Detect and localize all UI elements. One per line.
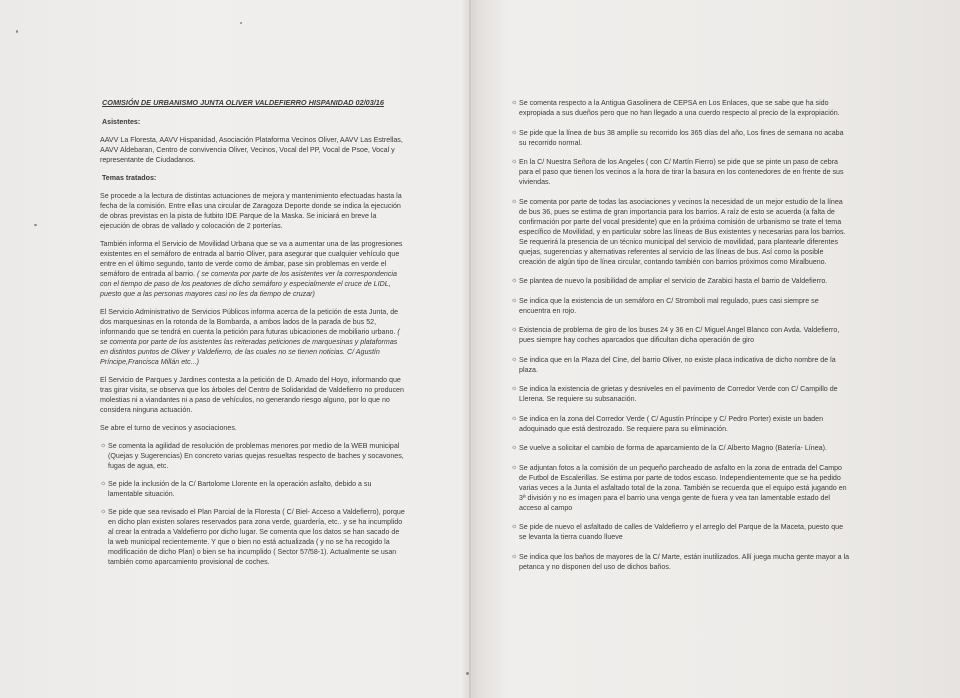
right-bullet-text: Se pide de nuevo el asfaltado de calles de Valdefierro y el arreglo del Parque de la Maceta, puesto que se levanta la tierra cuando llueve bbox=[519, 523, 844, 541]
paragraph-3-text: El Servicio Administrativo de Servicios Públicos informa acerca de la petición de esta Junta, de dos marquesinas en la rotonda de la Bombarda, a ambos lados de la parada de bus 52, informando que se tendrá en cuenta la petición para futuras ubicaciones de mobiliario urbano. bbox=[100, 308, 399, 336]
sun-bullet-icon: ☼ bbox=[511, 128, 518, 136]
sun-bullet-icon: ☼ bbox=[511, 296, 518, 304]
right-bullet-9 bbox=[511, 384, 851, 404]
sun-bullet-icon: ☼ bbox=[511, 326, 518, 333]
sun-bullet-icon: ☼ bbox=[511, 552, 518, 560]
right-bullet-text: Se adjuntan fotos a la comisión de un pequeño parcheado de asfalto en la zona de entrada del Campo de Futbol de Escalerillas. Se estima por parte de todos escaso. Independientemente que se ha pedido varias veces a la Junta el asfaltado total de la zona. También se recuerda que el equipo está jugando en 3ª división y no es imagen para el barrio una venga gente de fuera y vea tan lamentable estado del acceso al campo bbox=[519, 463, 847, 512]
right-bullet-text: Existencia de problema de giro de los buses 24 y 36 en C/ Miguel Angel Blanco con Avda. Valdefierro, pues siempre hay coches aparcados que dificultan dicha operación de giro bbox=[519, 326, 840, 344]
right-bullet-text: Se comenta por parte de todas las asociaciones y vecinos la necesidad de un mejor estudio de la línea de bus 36, pues se estima de gran importancia para los barrios. A raíz de esto se acuerda (a falta de confirmación por parte del vocal presidente) que en la próxima comisión de urbanismo se trate el tema específico de Movilidad, y en particular sobre las líneas de Bus existentes y necesarias para los barrios. Se requerirá la presencia de un técnico municipal del servicio de movilidad, para plantearle diferentes quejas, sugerencias y alternativas referentes al servicio de las líneas de bus. Así como la posible creación de algún tipo de línea circular, contando también con barrios próximos como Miralbueno. bbox=[519, 197, 846, 266]
sun-bullet-icon: ☼ bbox=[511, 277, 518, 284]
left-bullet-text: Se pide la inclusión de la C/ Bartolome Llorente en la operación asfalto, debido a su lamentable situación. bbox=[108, 480, 372, 498]
left-bullet-text: Se pide que sea revisado el Plan Parcial de la Floresta ( C/ Biel- Acceso a Valdefierro), porque en dicho plan existen solares reservados para zona verde, guardería, etc.. y se ha incumplido al crear la entrada a Valdefierro por dicho lugar. Se comenta que los datos se han sacado de la web municipal recientemente. Y que o bien no está actualizada ( y no se ha recogido la modificación de dicho Plan) o bien se ha incumplido ( Sector 57/58-1). Actualmente se usan también como aparcamiento provisional de coches. bbox=[108, 508, 405, 566]
sun-bullet-icon: ☼ bbox=[100, 508, 107, 515]
sun-bullet-icon: ☼ bbox=[511, 99, 518, 106]
sun-bullet-icon: ☼ bbox=[100, 442, 107, 449]
right-bullet-12 bbox=[511, 463, 851, 513]
right-bullet-4 bbox=[511, 197, 851, 267]
right-bullet-5 bbox=[511, 276, 851, 286]
asistentes-text: AAVV La Floresta, AAVV Hispanidad, Asociación Plataforma Vecinos Oliver, AAVV Las Estrellas, AAVV Aldebaran, Centro de convivencia Oliver, Vecinos, Vocal del PP, Vocal de Psoe, Vocal y representante de Ciudadanos. bbox=[100, 136, 403, 164]
right-bullet-text: En la C/ Nuestra Señora de los Angeles ( con C/ Martín Fierro) se pide que se pinte un paso de cebra para el paso que tienen los vecinos a la hora de tirar la basura en los contenedores de en frente de sus viviendas. bbox=[519, 158, 844, 186]
right-bullet-text: Se indica la existencia de grietas y desniveles en el pavimento de Corredor Verde con C/ Campillo de Llerena. Se requiere su subsanación. bbox=[519, 385, 838, 403]
right-bullet-1 bbox=[511, 98, 851, 118]
right-bullet-10 bbox=[511, 414, 851, 434]
right-bullet-text: Se vuelve a solicitar el cambio de forma de aparcamiento de la C/ Alberto Magno (Batería- Línea). bbox=[519, 444, 827, 452]
paragraph-5: Se abre el turno de vecinos y asociaciones. bbox=[100, 424, 237, 432]
right-bullet-2 bbox=[511, 128, 851, 148]
left-column bbox=[100, 98, 406, 575]
scan-speck bbox=[240, 22, 242, 24]
right-bullet-text: Se pide que la línea de bus 38 amplíe su recorrido los 365 días del año, Los fines de semana no acaba su recorrido normal. bbox=[519, 128, 844, 147]
asistentes-heading: Asistentes: bbox=[102, 118, 141, 126]
sun-bullet-icon: ☼ bbox=[100, 480, 107, 487]
right-bullet-text: Se comenta respecto a la Antigua Gasolinera de CEPSA en Los Enlaces, que se sabe que ha sido expropiada a sus dueños pero que no han llegado a una cuerdo respecto al precio de la expropiación. bbox=[519, 99, 840, 117]
scan-speck bbox=[34, 224, 37, 226]
paragraph-2-note: ( se comenta por parte de los asistentes ver la correspondencia con el tiempo de paso de los peatones de dicho semáforo y especialmente el cruce de LIDL, puesto que a las personas mayores casi no les da tiempo de cruzar) bbox=[100, 270, 397, 298]
sun-bullet-icon: ☼ bbox=[511, 444, 518, 451]
temas-heading: Temas tratados: bbox=[102, 174, 157, 182]
right-bullet-3 bbox=[511, 157, 851, 187]
sun-bullet-icon: ☼ bbox=[511, 355, 518, 363]
paragraph-1: Se procede a la lectura de distintas actuaciones de mejora y mantenimiento efectuadas hasta la fecha de la comisión. Entre ellas una circular de Zaragoza Deporte donde se indica la ejecución de obras previstas en la pista de futbito IDE Parque de la Maska. Se iniciará en breve la ejecución de obras de vallado y colocación de 2 porterías. bbox=[100, 192, 402, 230]
paragraph-4: El Servicio de Parques y Jardines contesta a la petición de D. Amado del Hoyo, informando que tras girar visita, se observa que los árboles del Centro de Solidaridad de Valdefierro no producen molestias ni a viandantes ni a paso de vehículos, no generando riesgo alguno, por lo que no considera ninguna actuación. bbox=[100, 376, 404, 414]
right-bullet-text: Se indica que los baños de mayores de la C/ Marte, están inutilizados. Allí juega mucha gente mayor a la petanca y no disponen del uso de dichos baños. bbox=[519, 552, 850, 571]
sun-bullet-icon: ☼ bbox=[511, 463, 518, 471]
paragraph-3 bbox=[100, 307, 406, 367]
paragraph-2-text: También informa el Servicio de Movilidad Urbana que se va a aumentar una de las progresiones existentes en el semáforo de entrada al barrio Oliver, para asegurar que cualquier vehículo que entre en el último segundo, tanto de verde como de ámbar, pase sin problemas en verde el semáforo de entrada al barrio. bbox=[100, 240, 403, 278]
right-bullet-text: Se indica en la zona del Corredor Verde ( C/ Agustín Príncipe y C/ Pedro Porter) existe un baden adoquinado que está destrozado. Se requiere para su eliminación. bbox=[519, 414, 824, 433]
right-bullet-11 bbox=[511, 443, 851, 453]
paragraph-2 bbox=[100, 239, 406, 299]
sun-bullet-icon: ☼ bbox=[511, 523, 518, 530]
right-bullet-text: Se indica que la existencia de un semáforo en C/ Stromboli mal regulado, pues casi siempre se encuentra en rojo. bbox=[519, 296, 819, 315]
left-bullet-3 bbox=[100, 507, 406, 567]
right-column bbox=[511, 98, 851, 581]
right-bullet-13 bbox=[511, 522, 851, 542]
right-bullet-text: Se plantea de nuevo la posibilidad de ampliar el servicio de Zarabici hasta el barrio de Valdefierro. bbox=[519, 277, 828, 285]
sun-bullet-icon: ☼ bbox=[511, 385, 518, 392]
scan-speck bbox=[16, 30, 18, 33]
sun-bullet-icon: ☼ bbox=[511, 197, 518, 205]
right-bullet-8 bbox=[511, 355, 851, 375]
right-bullet-7 bbox=[511, 325, 851, 345]
right-bullet-6 bbox=[511, 296, 851, 316]
sun-bullet-icon: ☼ bbox=[511, 158, 518, 165]
scan-speck bbox=[466, 672, 469, 675]
page-fold bbox=[469, 0, 471, 698]
left-bullet-1 bbox=[100, 441, 406, 471]
right-bullet-14 bbox=[511, 552, 851, 572]
right-bullet-text: Se indica que en la Plaza del Cine, del barrio Oliver, no existe placa indicativa de dicho nombre de la plaza. bbox=[519, 355, 836, 374]
document-title: COMISIÓN DE URBANISMO JUNTA OLIVER VALDEFIERRO HISPANIDAD 02/03/16 bbox=[102, 98, 384, 107]
paragraph-3-note: ( se comenta por parte de los asistentes las reiteradas peticiones de marquesinas y plataformas en distintos puntos de Oliver y Valdefierro, de las cuales no se tienen noticias. C/ Agustín Príncipe,Francisca Millán etc...) bbox=[100, 328, 400, 366]
left-bullet-2 bbox=[100, 479, 406, 499]
sun-bullet-icon: ☼ bbox=[511, 414, 518, 422]
left-bullet-text: Se comenta la agilidad de resolución de problemas menores por medio de la WEB municipal (Quejas y Sugerencias) En concreto varias quejas resueltas respecto de baches y socavones, fugas de agua, etc. bbox=[108, 442, 404, 470]
